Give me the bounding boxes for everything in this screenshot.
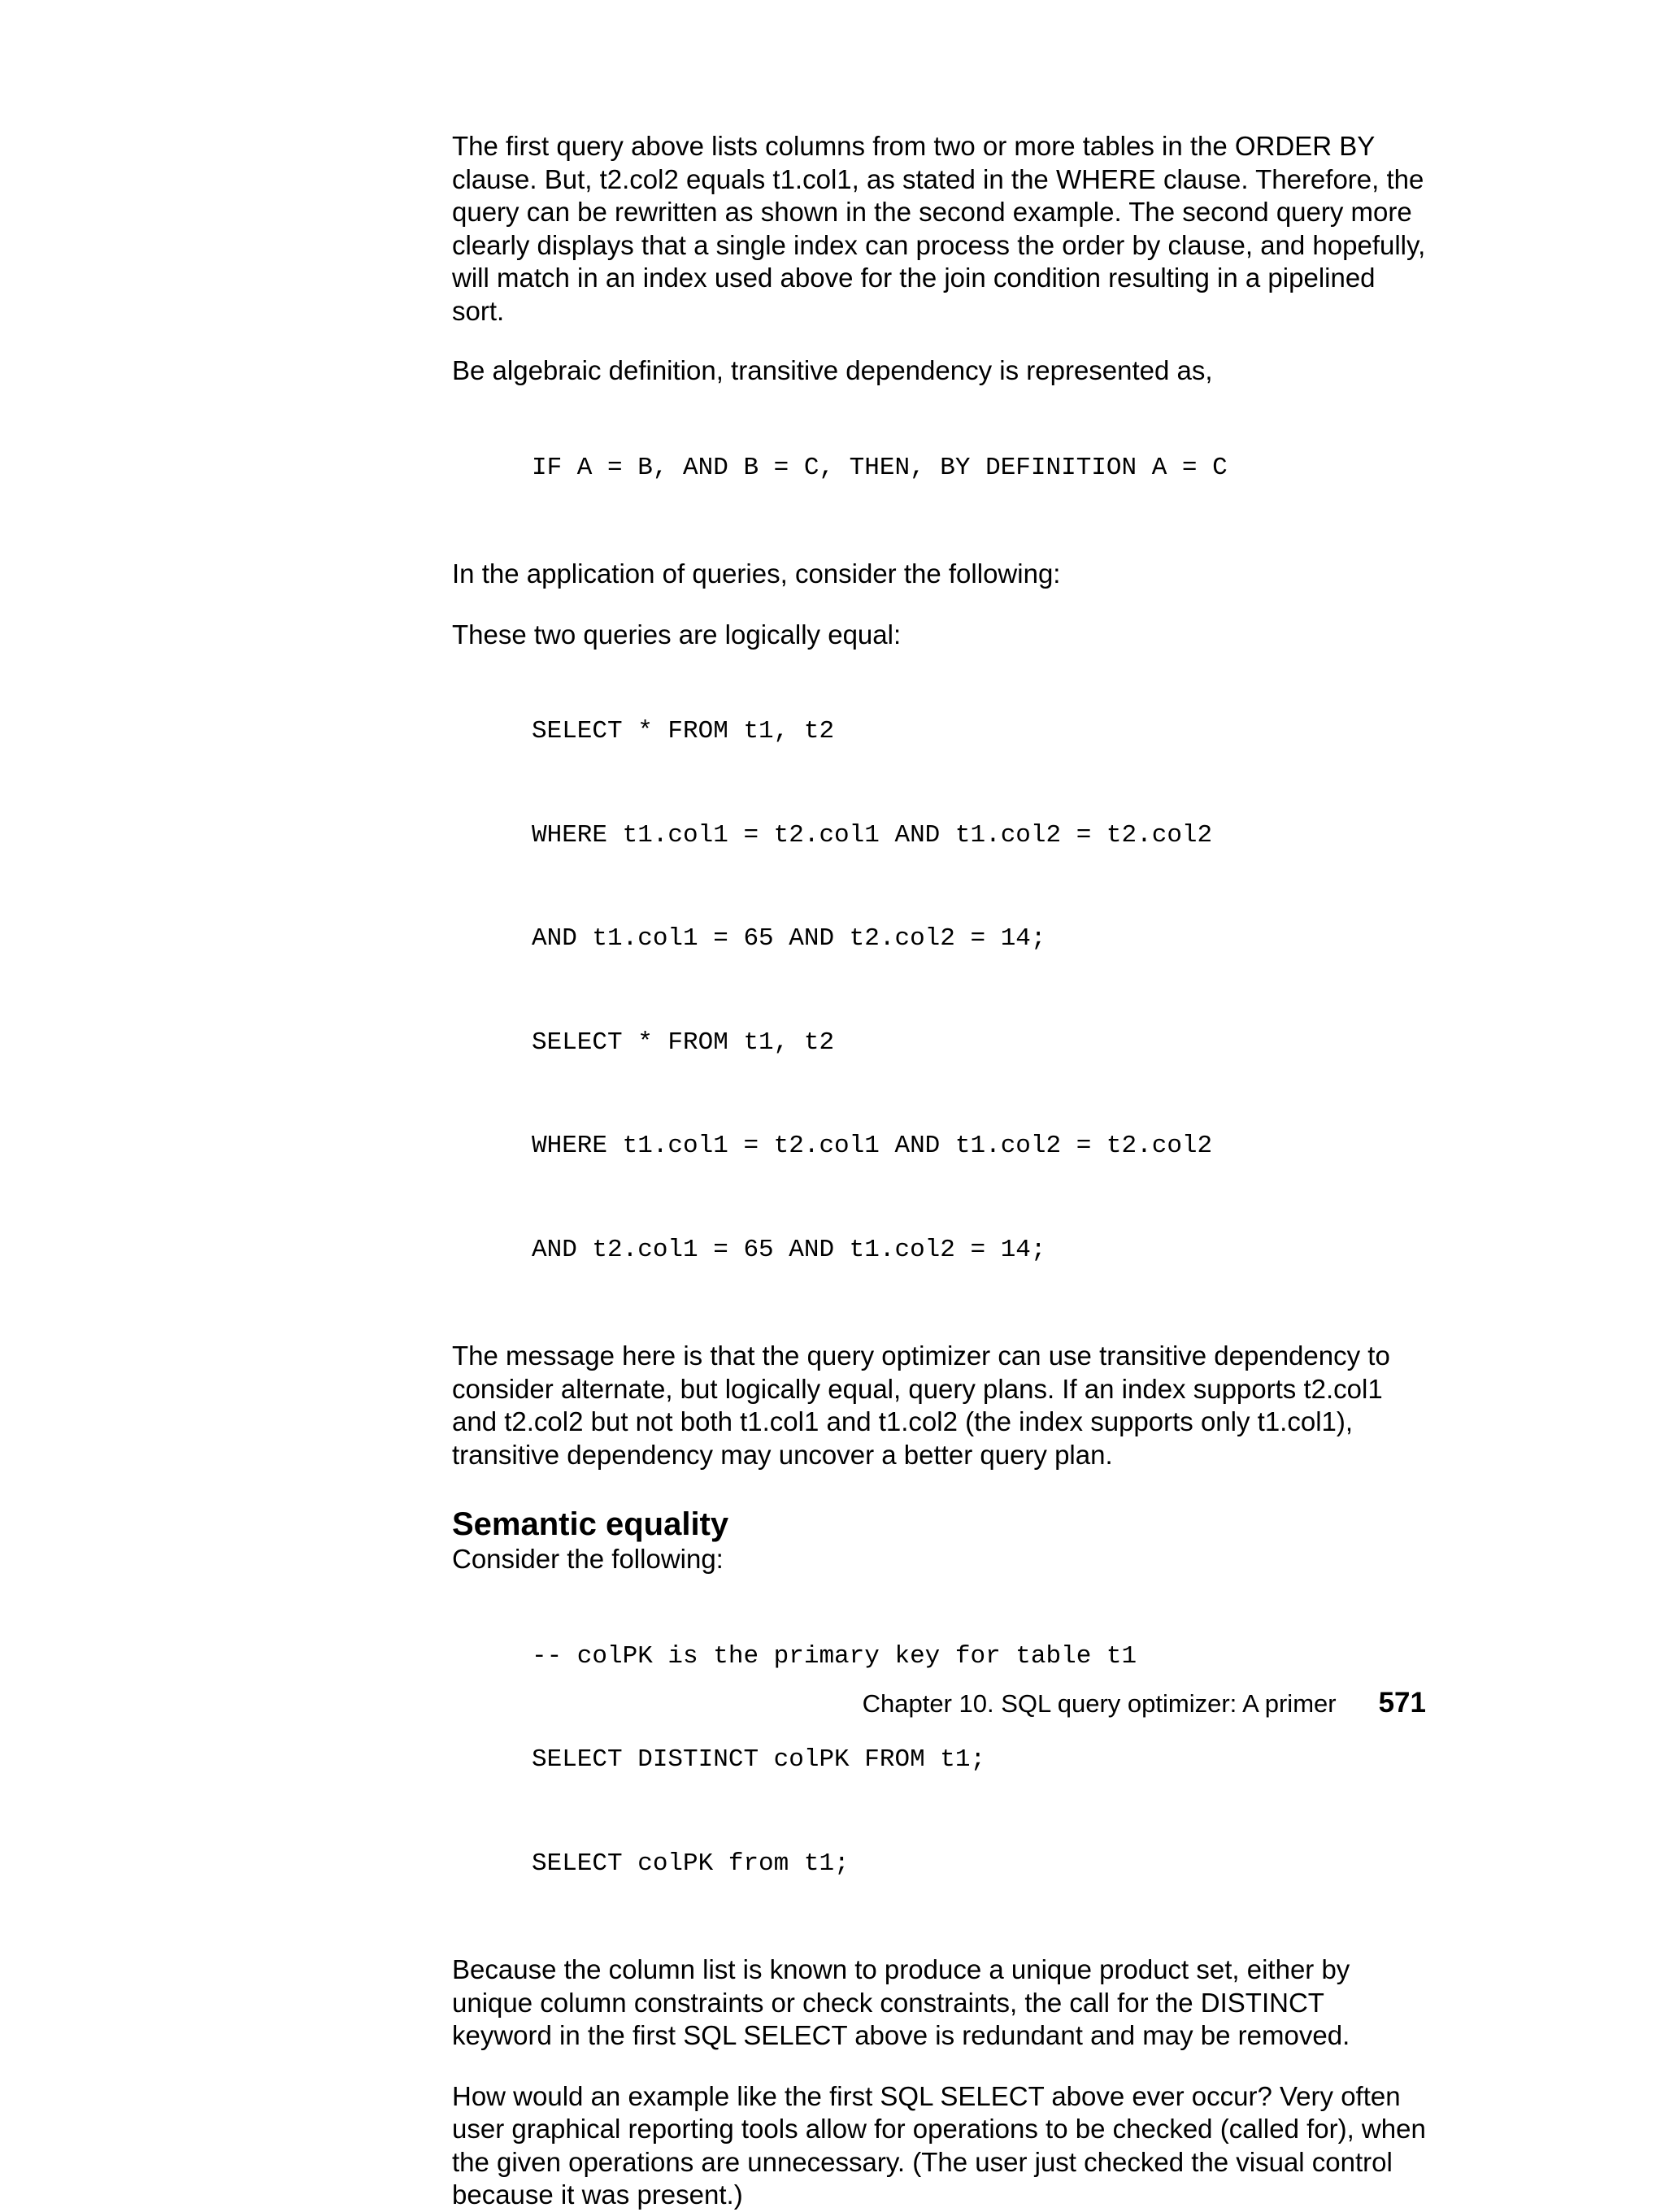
code-line: AND t1.col1 = 65 AND t2.col2 = 14; bbox=[532, 924, 1046, 953]
page-number: 571 bbox=[1378, 1687, 1426, 1719]
code-line: WHERE t1.col1 = t2.col1 AND t1.col2 = t2.col2 bbox=[532, 820, 1213, 850]
code-line: SELECT * FROM t1, t2 bbox=[532, 717, 835, 745]
footer-chapter-title: Chapter 10. SQL query optimizer: A primer bbox=[862, 1689, 1337, 1718]
paragraph-distinct-redundant: Because the column list is known to produce a unique product set, either by unique column constraints or check constraints, the call for the DISTINCT keyword in the first SQL SELECT above is redundant and may be removed. bbox=[452, 1954, 1350, 2050]
page-footer bbox=[863, 1685, 1426, 1722]
code-line: IF A = B, AND B = C, THEN, BY DEFINITION A = C bbox=[532, 453, 1228, 482]
code-line: AND t2.col1 = 65 AND t1.col2 = 14; bbox=[532, 1235, 1046, 1264]
code-block-semantic bbox=[532, 1576, 1428, 1945]
section-heading-semantic-equality: Semantic equality bbox=[452, 1506, 729, 1542]
paragraph-order-by: The first query above lists columns from two or more tables in the ORDER BY clause. But, t2.col2 equals t1.col1, as stated in the WHERE clause. Therefore, the query can be rewritten as shown in the second example. The second query more clearly displays that a single index can process the order by clause, and hopefully, will match in an index used above for the join condition resulting in a pipelined sort. bbox=[452, 131, 1426, 326]
code-block-queries bbox=[532, 651, 1428, 1330]
code-line: WHERE t1.col1 = t2.col1 AND t1.col2 = t2.col2 bbox=[532, 1132, 1213, 1160]
paragraph-reporting-tools: How would an example like the first SQL SELECT above ever occur? Very often user graphical reporting tools allow for operations to be checked (called for), when the given operations are unnecessary. (The user just checked the visual control because it was present.) bbox=[452, 2080, 1426, 2210]
code-block-definition bbox=[532, 388, 1428, 549]
paragraph-algebraic-definition: Be algebraic definition, transitive dependency is represented as, bbox=[452, 355, 1213, 385]
code-line: SELECT DISTINCT colPK FROM t1; bbox=[532, 1745, 986, 1774]
page-content bbox=[452, 130, 1428, 2212]
code-line: -- colPK is the primary key for table t1 bbox=[532, 1641, 1137, 1671]
paragraph-application: In the application of queries, consider the following: bbox=[452, 558, 1061, 589]
paragraph-logically-equal: These two queries are logically equal: bbox=[452, 619, 902, 650]
code-line: SELECT * FROM t1, t2 bbox=[532, 1028, 835, 1057]
paragraph-transitive-message: The message here is that the query optimizer can use transitive dependency to consider alternate, but logically equal, query plans. If an index supports t2.col1 and t2.col2 but not both t1.col1 and t1.col2 (the index supports only t1.col1), transitive dependency may uncover a better query plan. bbox=[452, 1341, 1390, 1470]
paragraph-consider: Consider the following: bbox=[452, 1544, 724, 1574]
code-line: SELECT colPK from t1; bbox=[532, 1849, 850, 1878]
